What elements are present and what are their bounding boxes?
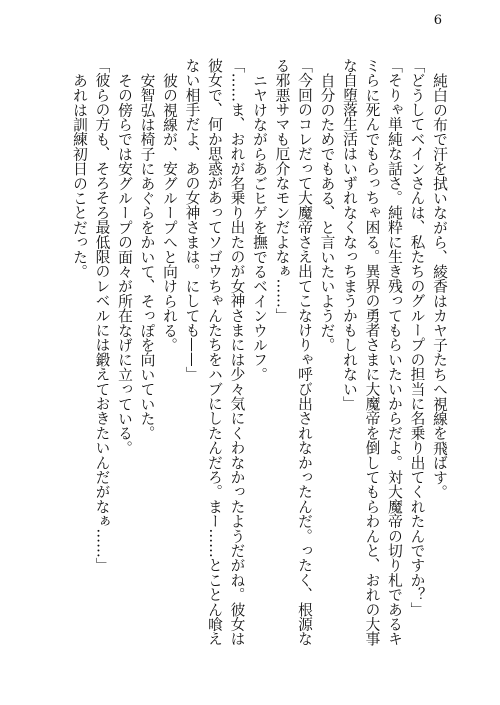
text-line: る邪悪サマも厄介なモンだよなぁ……」 xyxy=(273,58,291,323)
text-line: ミらに死んでもらっちゃ困る。異界の勇者さまに大魔帝を倒してもらわんと、おれの大事 xyxy=(363,58,381,646)
vertical-text-body xyxy=(45,58,450,678)
text-line: 純白の布で汗を拭いながら、綾香はカヤ子たちへ視線を飛ばす。 xyxy=(431,72,448,499)
text-line: その傍らでは安グループの面々が所在なげに立っている。 xyxy=(116,72,133,455)
text-line: ない相手だよ、あの女神さまは。にしても——」 xyxy=(183,58,201,382)
text-line: 「どうしてベインさんは、私たちのグループの担当に名乗り出てくれたんですか？」 xyxy=(408,58,426,617)
text-line: ニヤけながらあごヒゲを撫でるベインウルフ。 xyxy=(251,72,268,382)
text-line: 彼の視線が、安グループへと向けられる。 xyxy=(161,72,178,352)
text-line: 彼女で、何か思惑があってソゴウちゃんたちをハブにしたんだろ。まー……とことん喰え xyxy=(206,58,223,646)
text-line: 「今回のコレだって大魔帝さえ出てこなけりゃ呼び出されなかったんだ。ったく、根源な xyxy=(296,58,313,646)
text-line: 安智弘は椅子にあぐらをかいて、そっぽを向いていた。 xyxy=(138,72,156,441)
text-line: 「彼らの方も、そろそろ最低限のレベルには鍛えておきたいんだがなぁ……」 xyxy=(93,58,111,573)
text-line: な自堕落生活はいずれなくなっちまうかもしれない」 xyxy=(341,58,358,411)
text-line: 自分のためでもある、と言いたいようだ。 xyxy=(318,72,336,352)
text-line: 「そりゃ単純な話さ。純粋に生き残ってもらいたいからだよ。対大魔帝の切り札であるキ xyxy=(386,58,403,646)
page-number: 6 xyxy=(433,13,442,28)
text-line: 「……ま、おれが名乗り出たのが女神さまには少々気にくわなかったようだがね。彼女は xyxy=(228,58,246,646)
text-line: あれは訓練初日のことだった。 xyxy=(71,72,88,279)
